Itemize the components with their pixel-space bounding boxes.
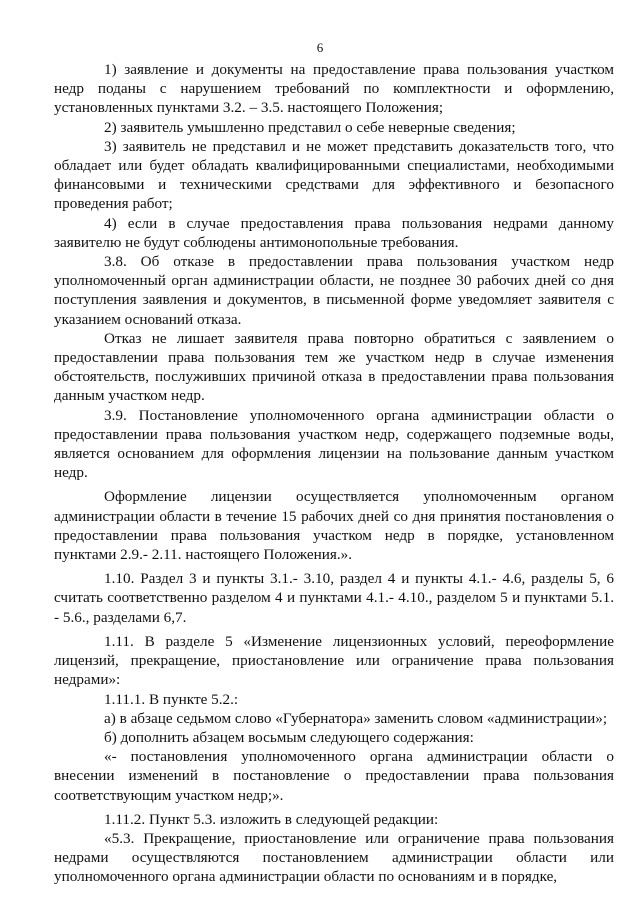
- paragraph-section-1-11-1: 1.11.1. В пункте 5.2.:: [104, 690, 239, 708]
- paragraph-section-3-9: 3.9. Постановление уполномоченного органа администрации области о предоставлении права пользования участком недр, содержащего подземные воды, является основанием для оформления лицензии на пользование данным участком недр.: [54, 406, 614, 482]
- paragraph-section-1-11-2: 1.11.2. Пункт 5.3. изложить в следующей редакции:: [104, 810, 439, 828]
- paragraph-section-1-11: 1.11. В разделе 5 «Изменение лицензионных условий, переоформление лицензий, прекращение, приостановление или ограничение права пользования недрами»:: [54, 632, 614, 689]
- paragraph-item-b: б) дополнить абзацем восьмым следующего содержания:: [104, 728, 474, 746]
- paragraph-item-a: а) в абзаце седьмом слово «Губернатора» заменить словом «администрации»;: [104, 709, 608, 727]
- paragraph-item-3: 3) заявитель не представил и не может представить доказательств того, что обладает или будет обладать квалифицированными специалистами, необходимыми финансовыми и техническими средствами для эффективного и безопасного проведения работ;: [54, 137, 614, 213]
- paragraph-section-3-8: 3.8. Об отказе в предоставлении права пользования участком недр уполномоченный орган администрации области, не позднее 30 рабочих дней со дня поступления заявления и документов, в письменной форме уведомляет заявителя с указанием оснований отказа.: [54, 253, 614, 328]
- paragraph-quote: «- постановления уполномоченного органа администрации области о внесении изменений в постановление о предоставлении права пользования соответствующим участком недр;».: [54, 748, 614, 804]
- paragraph-section-5-3: «5.3. Прекращение, приостановление или ограничение права пользования недрами осуществляются постановлением администрации области или уполномоченного органа администрации области по основаниям и в порядке,: [54, 829, 614, 886]
- paragraph-license: Оформление лицензии осуществляется уполномоченным органом администрации области в течение 15 рабочих дней со дня принятия постановления о предоставлении права пользования участком недр в порядке, установленном пунктами 2.9.- 2.11. настоящего Положения.».: [54, 488, 614, 564]
- paragraph-section-1-10: 1.10. Раздел 3 и пункты 3.1.- 3.10, раздел 4 и пункты 4.1.- 4.6, разделы 5, 6 считать соответственно разделом 4 и пунктами 4.1.- 4.10., разделом 5 и пунктами 5.1. - 5.6., разделами 6,7.: [54, 570, 614, 626]
- paragraph-item-2: 2) заявитель умышленно представил о себе неверные сведения;: [104, 118, 516, 136]
- document-body: [54, 60, 614, 887]
- page-number: 6: [316, 40, 324, 55]
- paragraph-refusal: Отказ не лишает заявителя права повторно обратиться с заявлением о предоставлении права пользования тем же участком недр в случае изменения обстоятельств, послуживших причиной отказа в предоставлении права пользования данным участком недр.: [54, 329, 614, 405]
- paragraph-item-4: 4) если в случае предоставления права пользования недрами данному заявителю не будут соблюдены антимонопольные требования.: [54, 214, 614, 251]
- paragraph-item-1: 1) заявление и документы на предоставление права пользования участком недр поданы с нарушением требований по комплектности и оформлению, установленных пунктами 3.2. – 3.5. настоящего Положения;: [54, 61, 614, 117]
